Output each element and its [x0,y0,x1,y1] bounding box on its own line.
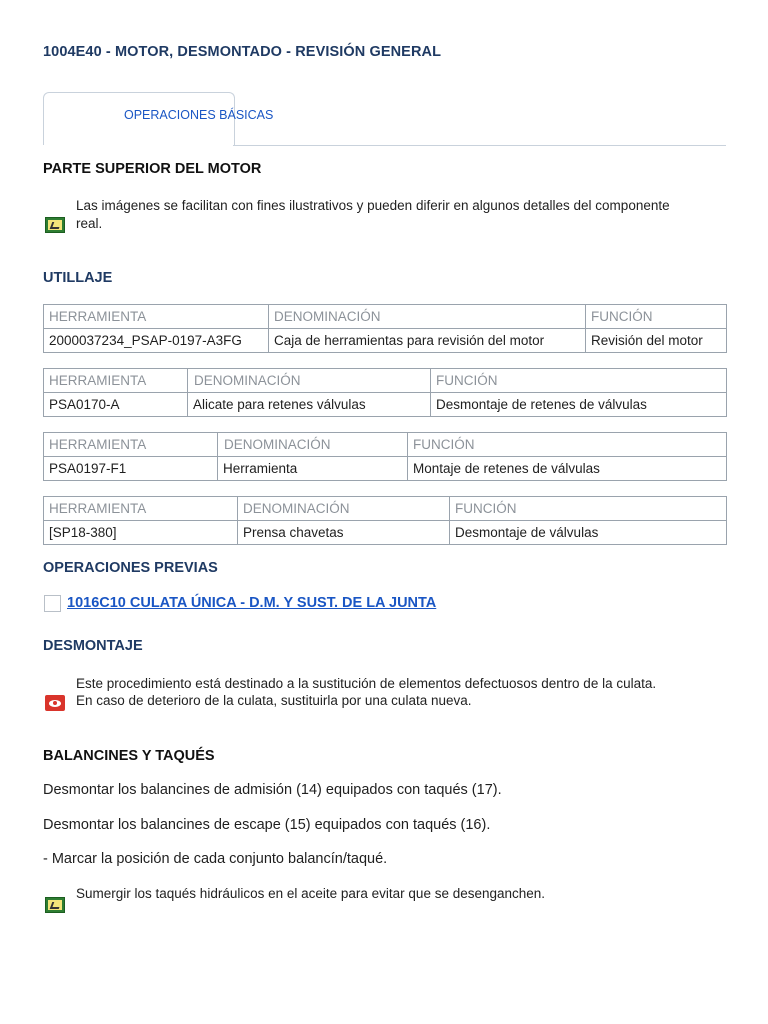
step-text: Desmontar los balancines de escape (15) equipados con taqués (16). [43,817,491,833]
column-header-name: DENOMINACIÓN [269,305,586,329]
tool-function: Revisión del motor [586,329,727,353]
section-heading-rockers-tappets: BALANCINES Y TAQUÉS [43,748,215,764]
eye-icon [45,695,65,711]
note-icon [45,217,65,233]
column-header-function: FUNCIÓN [586,305,727,329]
step-text: - Marcar la posición de cada conjunto balancín/taqué. [43,851,388,867]
tool-function: Montaje de retenes de válvulas [408,457,727,481]
note-tappets: Sumergir los taqués hidráulicos en el aceite para evitar que se desenganchen. [76,886,546,901]
column-header-tool: HERRAMIENTA [44,369,188,393]
tool-code: [SP18-380] [44,521,238,545]
tab-basic-operations[interactable] [43,92,274,145]
tool-function: Desmontaje de válvulas [450,521,727,545]
tab-bar-divider [233,145,726,146]
note-icon [45,897,65,913]
column-header-function: FUNCIÓN [408,433,727,457]
document-title: 1004E40 - MOTOR, DESMONTADO - REVISIÓN GENERAL [43,44,442,60]
tool-code: PSA0170-A [44,393,188,417]
column-header-function: FUNCIÓN [431,369,727,393]
tool-table [43,304,727,353]
step-text: Desmontar los balancines de admisión (14) equipados con taqués (17). [43,782,502,798]
warning-text-line2: En caso de deterioro de la culata, sustituirla por una culata nueva. [76,693,472,708]
section-heading-removal: DESMONTAJE [43,638,143,654]
note-illustrative-line1: Las imágenes se facilitan con fines ilustrativos y pueden diferir en algunos detalles del componente [76,198,670,213]
note-illustrative-line2: real. [76,216,103,231]
tool-name: Herramienta [218,457,408,481]
tool-table [43,368,727,417]
column-header-tool: HERRAMIENTA [44,497,238,521]
tool-name: Prensa chavetas [238,521,450,545]
previous-operation-link[interactable]: 1016C10 CULATA ÚNICA - D.M. Y SUST. DE LA JUNTA [67,595,437,611]
tool-code: 2000037234_PSAP-0197-A3FG [44,329,269,353]
tool-table [43,496,727,545]
tool-code: PSA0197-F1 [44,457,218,481]
column-header-name: DENOMINACIÓN [238,497,450,521]
tool-function: Desmontaje de retenes de válvulas [431,393,727,417]
column-header-name: DENOMINACIÓN [218,433,408,457]
tool-name: Caja de herramientas para revisión del motor [269,329,586,353]
previous-operation-checkbox[interactable] [44,595,61,612]
warning-text-line1: Este procedimiento está destinado a la sustitución de elementos defectuosos dentro de la culata. [76,676,657,691]
tab-basic-operations-label: OPERACIONES BÁSICAS [124,108,274,122]
tool-name: Alicate para retenes válvulas [188,393,431,417]
column-header-tool: HERRAMIENTA [44,433,218,457]
section-heading-upper-engine: PARTE SUPERIOR DEL MOTOR [43,161,262,177]
column-header-function: FUNCIÓN [450,497,727,521]
section-heading-previous-operations: OPERACIONES PREVIAS [43,560,218,576]
column-header-name: DENOMINACIÓN [188,369,431,393]
tool-table [43,432,727,481]
column-header-tool: HERRAMIENTA [44,305,269,329]
section-heading-tooling: UTILLAJE [43,270,113,286]
